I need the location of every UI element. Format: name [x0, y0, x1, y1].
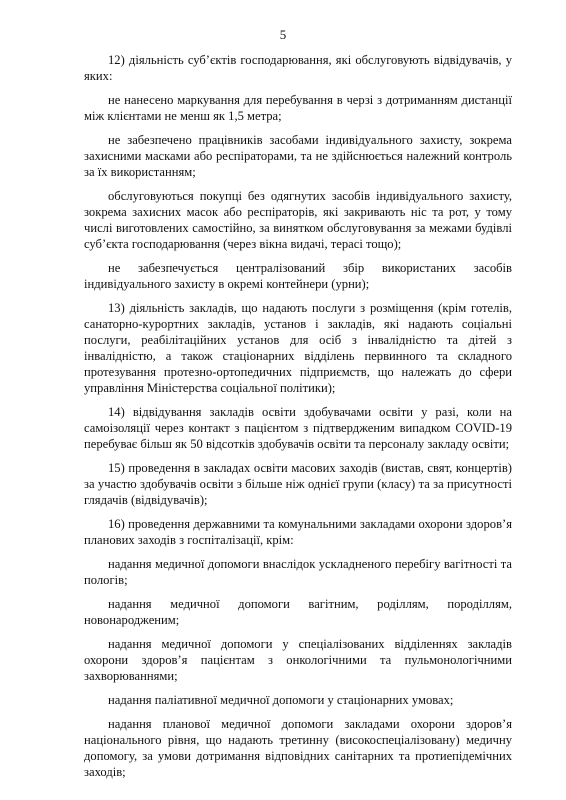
page-number: 5	[279, 27, 287, 42]
paragraph-maternity-care: надання медичної допомоги вагітним, роділлям, породіллям, новонародженим;	[84, 597, 512, 627]
paragraph-pregnancy-care: надання медичної допомоги внаслідок ускладненого перебігу вагітності та пологів;	[84, 557, 512, 587]
paragraph-14-education-attendance: 14) відвідування закладів освіти здобувачами освіти у разі, коли на самоізоляції через контакт з пацієнтом з підтвердженим випадком COVID-19 перебуває більш як 50 відсотків здобувачів освіти та персоналу закладу освіти;	[84, 405, 512, 451]
paragraph-12-intro: 12) діяльність суб’єктів господарювання, які обслуговують відвідувачів, у яких:	[84, 53, 512, 83]
paragraph-ppe-collection: не забезпечується централізований збір використаних засобів індивідуального захисту в окремі контейнери (урни);	[84, 261, 512, 291]
document-body	[84, 52, 512, 788]
paragraph-customers-without-masks: обслуговуються покупці без одягнутих засобів індивідуального захисту, зокрема захисних масок або респіраторів, які закривають ніс та рот, у тому числі виготовлених самостійно, за винятком обслуговування за межами будівлі суб’єкта господарювання (через вікна видачі, терасі тощо);	[84, 189, 512, 251]
paragraph-palliative-care: надання паліативної медичної допомоги у стаціонарних умовах;	[108, 693, 454, 707]
paragraph-queue-marking: не нанесено маркування для перебування в черзі з дотриманням дистанції між клієнтами не менш як 1,5 метра;	[84, 93, 512, 123]
paragraph-13-accommodation: 13) діяльність закладів, що надають послуги з розміщення (крім готелів, санаторно-курортних закладів, установ і закладів, які надають соціальні послуги, реабілітаційних установ для осіб з інвалідністю та дітей з інвалідністю, а також стаціонарних відділень первинного та складного протезування протезно-ортопедичних підприємств, що належать до сфери управління Міністерства соціальної політики);	[84, 301, 512, 395]
paragraph-planned-care: надання планової медичної допомоги закладами охорони здоров’я національного рівня, що надають третинну (високоспеціалізовану) медичну допомогу, за умови дотримання відповідних санітарних та протиепідемічних заходів;	[84, 717, 512, 779]
paragraph-specialized-care: надання медичної допомоги у спеціалізованих відділеннях закладів охорони здоров’я пацієнтам з онкологічними та пульмонологічними захворюваннями;	[84, 637, 512, 683]
paragraph-staff-protection: не забезпечено працівників засобами індивідуального захисту, зокрема захисними масками або респіраторами, та не здійснюється належний контроль за їх використанням;	[84, 133, 512, 179]
paragraph-15-mass-events: 15) проведення в закладах освіти масових заходів (вистав, свят, концертів) за участю здобувачів освіти з більше ніж однієї групи (класу) та за присутності глядачів (відвідувачів);	[84, 461, 512, 507]
paragraph-16-hospitalization: 16) проведення державними та комунальними закладами охорони здоров’я планових заходів з госпіталізації, крім:	[84, 517, 512, 547]
